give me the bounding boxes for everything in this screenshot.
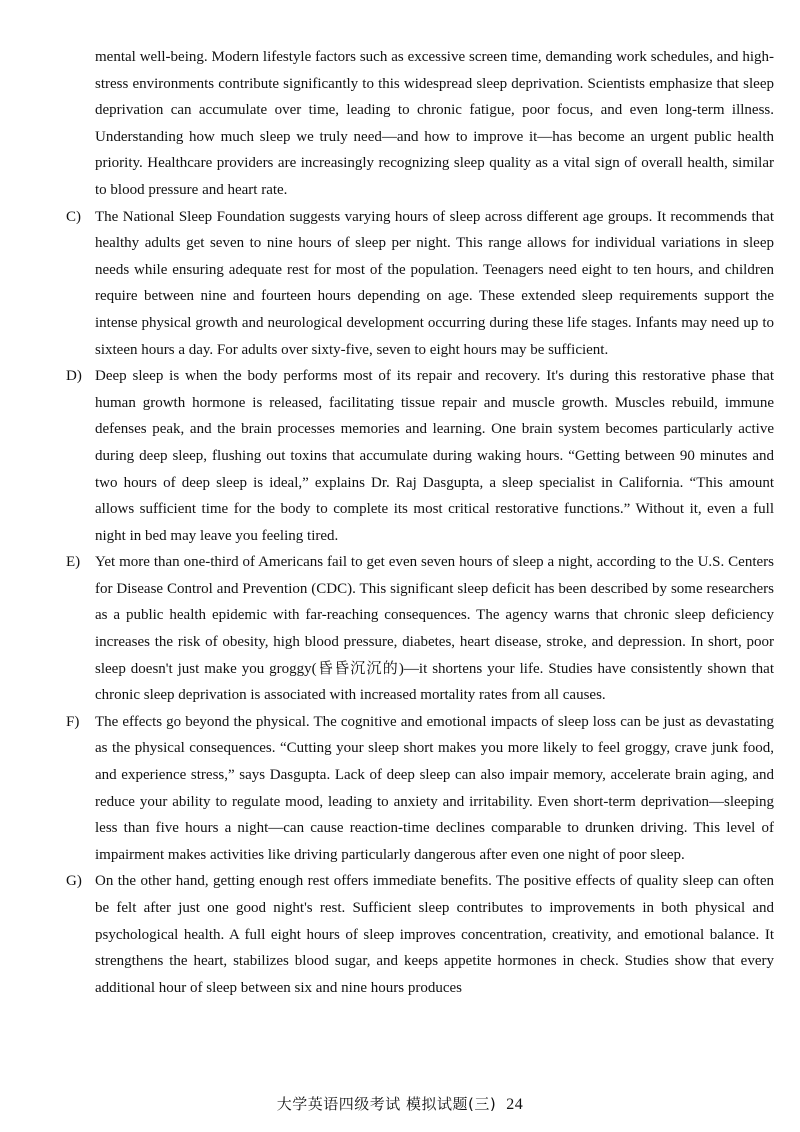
reading-passage [66,44,774,1001]
paragraph-text: Yet more than one-third of Americans fail to get even seven hours of sleep a night, according to the U.S. Centers for Disease Control and Prevention (CDC). This significant sleep deficit has been described by some researchers as a public health epidemic with far-reaching consequences. The agency warns that chronic sleep deficiency increases the risk of obesity, high blood pressure, diabetes, heart disease, stroke, and depression. In short, poor sleep doesn't just make you groggy(昏昏沉沉的)—it shortens your life. Studies have consistently shown that chronic sleep deprivation is associated with increased mortality rates from all causes. [95,554,774,704]
paragraph-label: G) [66,873,82,890]
paragraph-text: The National Sleep Foundation suggests varying hours of sleep across different age groups. It recommends that healthy adults get seven to nine hours of sleep per night. This range allows for individual variations in sleep needs while ensuring adequate rest for most of the population. Teenagers need eight to ten hours, and children require between nine and fourteen hours depending on age. These extended sleep requirements support the intense physical growth and neurological development occurring during these life stages. Infants may need up to sixteen hours a day. For adults over sixty-five, seven to eight hours may be sufficient. [95,208,774,358]
paragraph-text: On the other hand, getting enough rest offers immediate benefits. The positive effects of quality sleep can often be felt after just one good night's rest. Sufficient sleep contributes to improvements in both physical and psychological health. A full eight hours of sleep improves concentration, creativity, and emotional balance. It strengthens the heart, stabilizes blood sugar, and keeps appetite hormones in check. Studies show that every additional hour of sleep between six and nine hours produces [95,873,774,996]
paragraph-c [66,204,774,364]
paragraph-text: mental well-being. Modern lifestyle factors such as excessive screen time, demanding work schedules, and high-stress environments contribute significantly to this widespread sleep deprivation. Scientists emphasize that sleep deprivation can accumulate over time, leading to chronic fatigue, poor focus, and even long-term illness. Understanding how much sleep we truly need—and how to improve it—has become an urgent public health priority. Healthcare providers are increasingly recognizing sleep quality as a vital sign of overall health, similar to blood pressure and heart rate. [95,49,774,198]
exam-title: 大学英语四级考试 模拟试题(三) [276,1095,497,1113]
paragraph-label: E) [66,554,81,571]
paragraph-g [66,868,774,1001]
paragraph-d [66,363,774,549]
paragraph-e [66,549,774,709]
paragraph-text: Deep sleep is when the body performs most of its repair and recovery. It's during this restorative phase that human growth hormone is released, facilitating tissue repair and muscle growth. Muscles rebuild, immune defenses peak, and the brain processes memories and learning. One brain system becomes particularly active during deep sleep, flushing out toxins that accumulate during waking hours. “Getting between 90 minutes and two hours of deep sleep is ideal,” explains Dr. Raj Dasgupta, a sleep specialist in California. “This amount allows sufficient time for the body to complete its most critical restorative functions.” Without it, even a full night in bed may leave you feeling tired. [95,368,774,544]
paragraph-text: The effects go beyond the physical. The cognitive and emotional impacts of sleep loss can be just as devastating as the physical consequences. “Cutting your sleep short makes you more likely to feel groggy, crave junk food, and experience stress,” says Dasgupta. Lack of deep sleep can also impair memory, accelerate brain aging, and reduce your ability to regulate mood, leading to anxiety and irritability. Even short-term deprivation—sleeping less than five hours a night—can cause reaction-time declines comparable to drunken driving. This level of impairment makes activities like driving particularly dangerous after even one night of poor sleep. [95,713,774,863]
paragraph-continuation [66,44,774,204]
page-footer [0,1093,800,1114]
paragraph-label: D) [66,368,82,385]
page-number: 24 [506,1096,524,1113]
paragraph-f [66,709,774,869]
paragraph-label: F) [66,713,80,730]
paragraph-label: C) [66,208,81,225]
